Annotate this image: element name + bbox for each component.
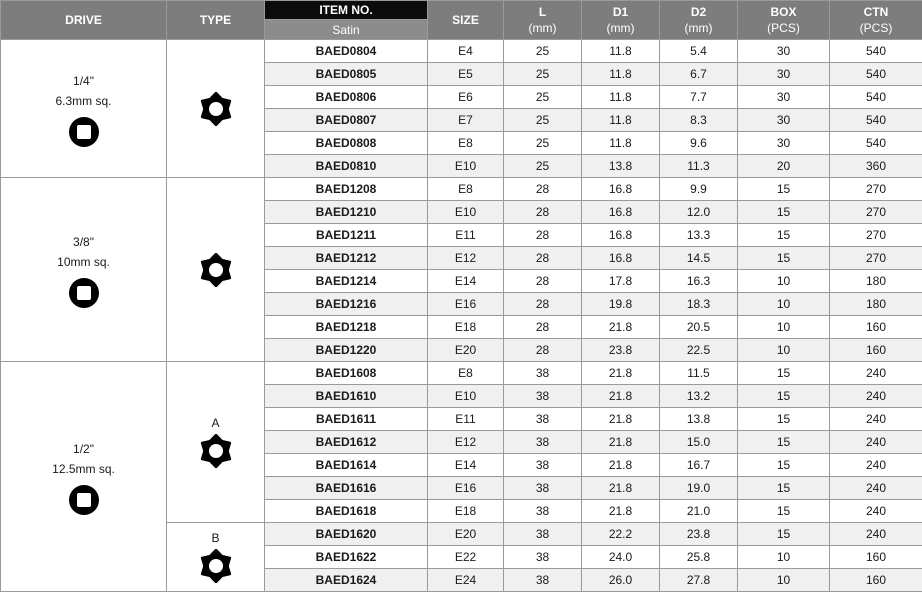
diameter-d1-cell: 21.8 (582, 431, 660, 454)
carton-qty-cell: 540 (830, 109, 922, 132)
carton-qty-cell: 240 (830, 454, 922, 477)
header-d1 (582, 1, 660, 40)
length-l-cell: 38 (504, 362, 582, 385)
length-l-cell: 38 (504, 523, 582, 546)
size-cell: E11 (428, 408, 504, 431)
diameter-d2-cell: 9.6 (660, 132, 738, 155)
header-ctn-label: CTN (863, 5, 889, 19)
box-qty-cell: 30 (738, 132, 830, 155)
length-l-cell: 28 (504, 339, 582, 362)
diameter-d2-cell: 11.5 (660, 362, 738, 385)
diameter-d2-cell: 13.8 (660, 408, 738, 431)
drive-cell (1, 362, 167, 592)
type-cell (167, 40, 265, 178)
box-qty-cell: 15 (738, 500, 830, 523)
item-number-cell: BAED1624 (265, 569, 428, 592)
diameter-d1-cell: 11.8 (582, 86, 660, 109)
diameter-d2-cell: 20.5 (660, 316, 738, 339)
diameter-d2-cell: 8.3 (660, 109, 738, 132)
header-size: SIZE (428, 1, 504, 40)
header-d1-unit: (mm) (606, 21, 635, 35)
box-qty-cell: 30 (738, 109, 830, 132)
header-box (738, 1, 830, 40)
drive-size: 1/2" (73, 441, 94, 456)
carton-qty-cell: 180 (830, 293, 922, 316)
size-cell: E6 (428, 86, 504, 109)
length-l-cell: 38 (504, 408, 582, 431)
size-cell: E16 (428, 477, 504, 500)
diameter-d2-cell: 16.7 (660, 454, 738, 477)
diameter-d2-cell: 19.0 (660, 477, 738, 500)
length-l-cell: 38 (504, 500, 582, 523)
size-cell: E10 (428, 385, 504, 408)
box-qty-cell: 15 (738, 454, 830, 477)
diameter-d1-cell: 21.8 (582, 385, 660, 408)
type-variant-label: B (211, 531, 220, 545)
size-cell: E18 (428, 316, 504, 339)
drive-size: 1/4" (73, 73, 94, 88)
type-cell (167, 523, 265, 592)
length-l-cell: 25 (504, 132, 582, 155)
diameter-d1-cell: 16.8 (582, 247, 660, 270)
diameter-d2-cell: 13.3 (660, 224, 738, 247)
item-number-cell: BAED0806 (265, 86, 428, 109)
header-box-label: BOX (770, 5, 797, 19)
square-drive-icon (69, 117, 99, 147)
size-cell: E20 (428, 339, 504, 362)
diameter-d1-cell: 11.8 (582, 132, 660, 155)
table-row (1, 40, 922, 63)
carton-qty-cell: 240 (830, 477, 922, 500)
size-cell: E4 (428, 40, 504, 63)
length-l-cell: 28 (504, 316, 582, 339)
diameter-d2-cell: 16.3 (660, 270, 738, 293)
carton-qty-cell: 240 (830, 385, 922, 408)
length-l-cell: 28 (504, 247, 582, 270)
external-torx-icon (199, 434, 233, 468)
drive-square-size: 10mm sq. (57, 254, 110, 269)
box-qty-cell: 15 (738, 385, 830, 408)
header-d2-label: D2 (690, 5, 707, 19)
carton-qty-cell: 270 (830, 178, 922, 201)
carton-qty-cell: 160 (830, 339, 922, 362)
diameter-d2-cell: 27.8 (660, 569, 738, 592)
header-ctn (830, 1, 922, 40)
carton-qty-cell: 270 (830, 247, 922, 270)
diameter-d2-cell: 5.4 (660, 40, 738, 63)
box-qty-cell: 30 (738, 86, 830, 109)
table-row (1, 178, 922, 201)
carton-qty-cell: 180 (830, 270, 922, 293)
diameter-d2-cell: 15.0 (660, 431, 738, 454)
box-qty-cell: 15 (738, 477, 830, 500)
size-cell: E18 (428, 500, 504, 523)
header-box-unit: (PCS) (767, 21, 800, 35)
type-variant-label: A (211, 416, 220, 430)
diameter-d1-cell: 16.8 (582, 224, 660, 247)
item-number-cell: BAED1614 (265, 454, 428, 477)
diameter-d1-cell: 11.8 (582, 63, 660, 86)
carton-qty-cell: 540 (830, 63, 922, 86)
drive-square-size: 12.5mm sq. (52, 461, 115, 476)
length-l-cell: 25 (504, 155, 582, 178)
box-qty-cell: 15 (738, 224, 830, 247)
size-cell: E8 (428, 132, 504, 155)
item-number-cell: BAED1616 (265, 477, 428, 500)
item-number-cell: BAED1608 (265, 362, 428, 385)
size-cell: E16 (428, 293, 504, 316)
size-cell: E5 (428, 63, 504, 86)
box-qty-cell: 30 (738, 63, 830, 86)
diameter-d1-cell: 21.8 (582, 500, 660, 523)
box-qty-cell: 10 (738, 293, 830, 316)
diameter-d2-cell: 21.0 (660, 500, 738, 523)
item-number-cell: BAED1210 (265, 201, 428, 224)
item-number-cell: BAED1218 (265, 316, 428, 339)
item-number-cell: BAED1208 (265, 178, 428, 201)
carton-qty-cell: 270 (830, 224, 922, 247)
header-d2-unit: (mm) (684, 21, 713, 35)
box-qty-cell: 10 (738, 339, 830, 362)
length-l-cell: 28 (504, 293, 582, 316)
diameter-d2-cell: 6.7 (660, 63, 738, 86)
item-number-cell: BAED0804 (265, 40, 428, 63)
carton-qty-cell: 240 (830, 523, 922, 546)
external-torx-icon (199, 92, 233, 126)
diameter-d1-cell: 21.8 (582, 408, 660, 431)
drive-cell (1, 178, 167, 362)
drive-square-size: 6.3mm sq. (55, 93, 112, 108)
square-drive-icon (69, 485, 99, 515)
carton-qty-cell: 240 (830, 362, 922, 385)
item-number-cell: BAED0810 (265, 155, 428, 178)
header-d2 (660, 1, 738, 40)
drive-size: 3/8" (73, 234, 94, 249)
header-l-label: L (538, 5, 547, 19)
length-l-cell: 25 (504, 40, 582, 63)
carton-qty-cell: 270 (830, 201, 922, 224)
carton-qty-cell: 160 (830, 546, 922, 569)
box-qty-cell: 15 (738, 523, 830, 546)
box-qty-cell: 15 (738, 408, 830, 431)
item-number-cell: BAED1620 (265, 523, 428, 546)
box-qty-cell: 15 (738, 247, 830, 270)
diameter-d1-cell: 21.8 (582, 316, 660, 339)
carton-qty-cell: 360 (830, 155, 922, 178)
diameter-d1-cell: 21.8 (582, 477, 660, 500)
length-l-cell: 28 (504, 224, 582, 247)
item-number-cell: BAED1622 (265, 546, 428, 569)
item-number-cell: BAED1220 (265, 339, 428, 362)
type-cell (167, 362, 265, 523)
item-number-cell: BAED1211 (265, 224, 428, 247)
diameter-d2-cell: 14.5 (660, 247, 738, 270)
diameter-d2-cell: 11.3 (660, 155, 738, 178)
size-cell: E14 (428, 454, 504, 477)
carton-qty-cell: 240 (830, 431, 922, 454)
header-l (504, 1, 582, 40)
item-number-cell: BAED0805 (265, 63, 428, 86)
diameter-d1-cell: 21.8 (582, 362, 660, 385)
header-satin: Satin (265, 20, 428, 40)
length-l-cell: 28 (504, 270, 582, 293)
diameter-d1-cell: 23.8 (582, 339, 660, 362)
size-cell: E20 (428, 523, 504, 546)
header-l-unit: (mm) (528, 21, 557, 35)
diameter-d1-cell: 16.8 (582, 201, 660, 224)
diameter-d2-cell: 23.8 (660, 523, 738, 546)
diameter-d2-cell: 22.5 (660, 339, 738, 362)
diameter-d1-cell: 24.0 (582, 546, 660, 569)
size-cell: E12 (428, 431, 504, 454)
carton-qty-cell: 240 (830, 500, 922, 523)
diameter-d1-cell: 19.8 (582, 293, 660, 316)
diameter-d1-cell: 21.8 (582, 454, 660, 477)
spec-table-body (1, 40, 922, 592)
length-l-cell: 25 (504, 109, 582, 132)
item-number-cell: BAED0807 (265, 109, 428, 132)
length-l-cell: 38 (504, 569, 582, 592)
carton-qty-cell: 240 (830, 408, 922, 431)
size-cell: E11 (428, 224, 504, 247)
size-cell: E8 (428, 178, 504, 201)
length-l-cell: 38 (504, 546, 582, 569)
item-number-cell: BAED1216 (265, 293, 428, 316)
item-number-cell: BAED1610 (265, 385, 428, 408)
carton-qty-cell: 540 (830, 132, 922, 155)
square-drive-icon (69, 278, 99, 308)
diameter-d1-cell: 11.8 (582, 40, 660, 63)
box-qty-cell: 15 (738, 431, 830, 454)
header-item-no: ITEM NO. (265, 1, 428, 20)
box-qty-cell: 10 (738, 316, 830, 339)
size-cell: E22 (428, 546, 504, 569)
box-qty-cell: 15 (738, 178, 830, 201)
diameter-d2-cell: 12.0 (660, 201, 738, 224)
size-cell: E14 (428, 270, 504, 293)
box-qty-cell: 15 (738, 201, 830, 224)
size-cell: E24 (428, 569, 504, 592)
item-number-cell: BAED1612 (265, 431, 428, 454)
carton-qty-cell: 160 (830, 316, 922, 339)
length-l-cell: 25 (504, 86, 582, 109)
item-number-cell: BAED1611 (265, 408, 428, 431)
box-qty-cell: 10 (738, 546, 830, 569)
item-number-cell: BAED1212 (265, 247, 428, 270)
diameter-d2-cell: 18.3 (660, 293, 738, 316)
item-number-cell: BAED1618 (265, 500, 428, 523)
size-cell: E7 (428, 109, 504, 132)
length-l-cell: 28 (504, 178, 582, 201)
size-cell: E12 (428, 247, 504, 270)
drive-cell (1, 40, 167, 178)
size-cell: E10 (428, 201, 504, 224)
external-torx-icon (199, 549, 233, 583)
length-l-cell: 28 (504, 201, 582, 224)
box-qty-cell: 15 (738, 362, 830, 385)
diameter-d1-cell: 16.8 (582, 178, 660, 201)
diameter-d1-cell: 11.8 (582, 109, 660, 132)
type-cell (167, 178, 265, 362)
carton-qty-cell: 160 (830, 569, 922, 592)
diameter-d1-cell: 22.2 (582, 523, 660, 546)
carton-qty-cell: 540 (830, 86, 922, 109)
diameter-d2-cell: 9.9 (660, 178, 738, 201)
length-l-cell: 38 (504, 385, 582, 408)
external-torx-icon (199, 253, 233, 287)
length-l-cell: 25 (504, 63, 582, 86)
box-qty-cell: 10 (738, 569, 830, 592)
size-cell: E10 (428, 155, 504, 178)
box-qty-cell: 30 (738, 40, 830, 63)
box-qty-cell: 10 (738, 270, 830, 293)
header-d1-label: D1 (612, 5, 629, 19)
diameter-d1-cell: 17.8 (582, 270, 660, 293)
length-l-cell: 38 (504, 477, 582, 500)
length-l-cell: 38 (504, 431, 582, 454)
box-qty-cell: 20 (738, 155, 830, 178)
diameter-d1-cell: 13.8 (582, 155, 660, 178)
size-cell: E8 (428, 362, 504, 385)
header-drive: DRIVE (1, 1, 167, 40)
table-row (1, 362, 922, 385)
item-number-cell: BAED1214 (265, 270, 428, 293)
diameter-d2-cell: 25.8 (660, 546, 738, 569)
header-ctn-unit: (PCS) (859, 21, 893, 35)
item-number-cell: BAED0808 (265, 132, 428, 155)
diameter-d2-cell: 13.2 (660, 385, 738, 408)
diameter-d1-cell: 26.0 (582, 569, 660, 592)
carton-qty-cell: 540 (830, 40, 922, 63)
diameter-d2-cell: 7.7 (660, 86, 738, 109)
header-type: TYPE (167, 1, 265, 40)
length-l-cell: 38 (504, 454, 582, 477)
